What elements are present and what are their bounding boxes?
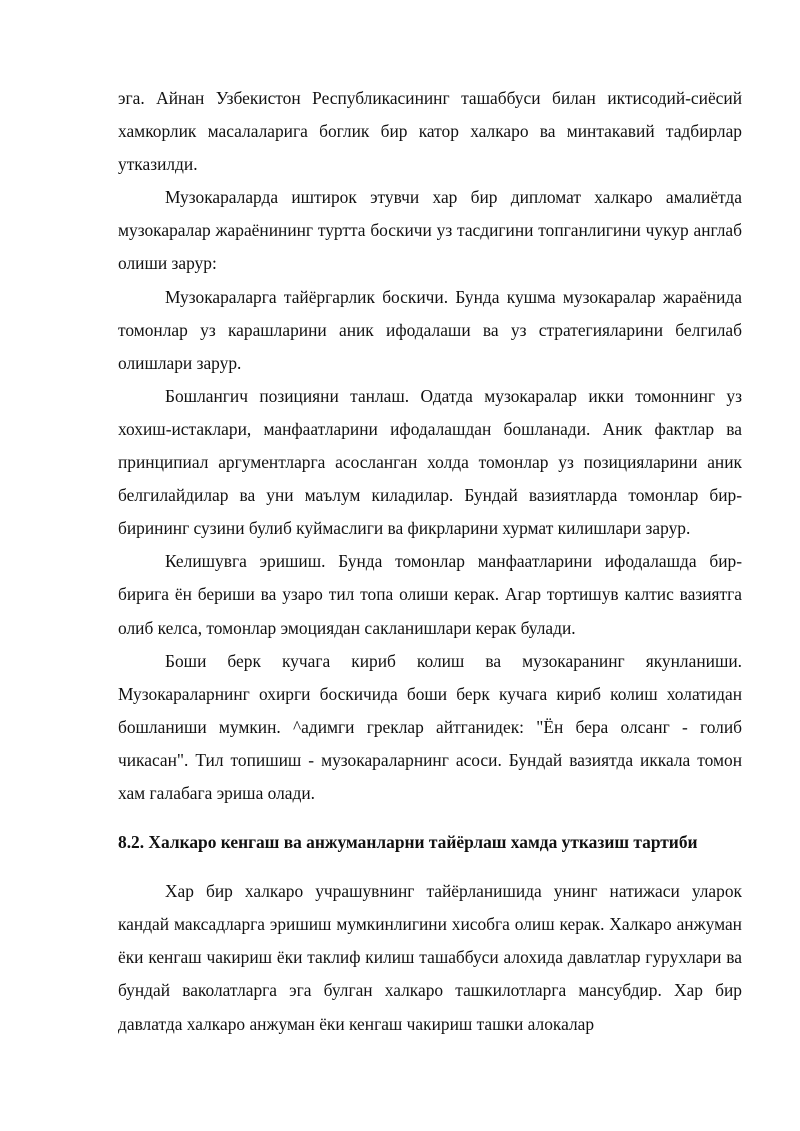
section-heading: 8.2. Халкаро кенгаш ва анжуманларни тайёрлаш хамда утказиш тартиби	[118, 832, 698, 853]
document-page	[118, 82, 742, 1041]
paragraph: Музокараларга тайёргарлик боскичи. Бунда кушма музокаралар жараёнида томонлар уз карашларини аник ифодалаши ва уз стратегияларини белгилаб олишлари зарур.	[118, 286, 742, 373]
paragraph: Келишувга эришиш. Бунда томонлар манфаатларини ифодалашда бир-бирига ён бериши ва узаро тил топа олиши керак. Агар тортишув калтис вазиятга олиб келса, томонлар эмоциядан сакланишлари керак булади.	[118, 551, 742, 638]
paragraph: эга. Айнан Узбекистон Республикасининг ташаббуси билан иктисодий-сиёсий хамкорлик масалаларига боглик бир катор халкаро ва минтакавий тадбирлар утказилди.	[118, 88, 742, 175]
paragraph: Боши берк кучага кириб колиш ва музокаранинг якунланиши. Музокараларнинг охирги боскичида боши берк кучага кириб колиш холатидан бошланиши мумкин. ^адимги греклар айтганидек: "Ён бера олсанг - голиб чикасан". Тил топишиш - музокараларнинг асоси. Бундай вазиятда иккала томон хам галабага эриша олади.	[118, 650, 742, 803]
paragraph: Бошлангич позицияни танлаш. Одатда музокаралар икки томоннинг уз хохиш-истаклари, манфаатларини ифодалашдан бошланади. Аник фактлар ва принципиал аргументларга асосланган холда томонлар уз позицияларини аник белгилайдилар ва уни маълум киладилар. Бундай вазиятларда томонлар бир-бирининг сузини булиб куймаслиги ва фикрларини хурмат килишлари зарур.	[118, 385, 742, 539]
paragraph: Музокараларда иштирок этувчи хар бир дипломат халкаро амалиётда музокаралар жараёнининг туртта боскичи уз тасдигини топганлигини чукур англаб олиши зарур:	[118, 187, 742, 274]
paragraph: Хар бир халкаро учрашувнинг тайёрланишида унинг натижаси уларок кандай максадларга эришиш мумкинлигини хисобга олиш керак. Халкаро анжуман ёки кенгаш чакириш ёки таклиф килиш ташаббуси алохида давлатлар гурухлари ва бундай ваколатларга эга булган халкаро ташкилотларга мансубдир. Хар бир давлатда халкаро анжуман ёки кенгаш чакириш ташки алокалар	[118, 881, 742, 1034]
